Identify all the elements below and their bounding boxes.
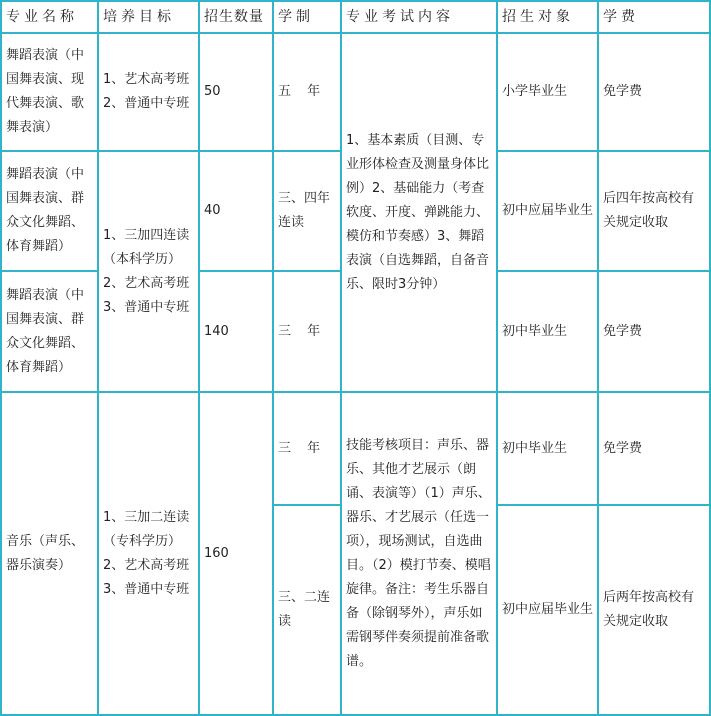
duration-cell: 三、二连读 xyxy=(273,505,341,715)
header-quota: 招生数量 xyxy=(199,1,273,33)
header-row xyxy=(1,1,710,33)
table-row xyxy=(1,33,710,151)
training-goal-cell: 1、三加四连读（本科学历） 2、艺术高考班 3、普通中专班 xyxy=(98,151,199,392)
fee-cell: 免学费 xyxy=(598,392,710,505)
table-row xyxy=(1,392,710,505)
header-major-name: 专业名称 xyxy=(1,1,98,33)
fee-cell: 后两年按高校有关规定收取 xyxy=(598,505,710,715)
target-cell: 初中毕业生 xyxy=(497,392,598,505)
target-cell: 小学毕业生 xyxy=(497,33,598,151)
target-cell: 初中应届毕业生 xyxy=(497,505,598,715)
major-name-cell: 舞蹈表演（中国舞表演、群众文化舞蹈、体育舞蹈） xyxy=(1,151,98,271)
major-name-cell: 音乐（声乐、器乐演奏） xyxy=(1,392,98,715)
exam-content-cell: 1、基本素质（目测、专业形体检查及测量身体比例）2、基础能力（考查软度、开度、弹跳能力、模仿和节奏感）3、舞蹈表演（自选舞蹈，自备音乐、限时3分钟） xyxy=(341,33,497,392)
training-goal-cell: 1、艺术高考班 2、普通中专班 xyxy=(98,33,199,151)
training-goal-cell: 1、三加二连读（专科学历） 2、艺术高考班 3、普通中专班 xyxy=(98,392,199,715)
quota-cell: 40 xyxy=(199,151,273,271)
duration-cell: 三、四年连读 xyxy=(273,151,341,271)
header-fee: 学费 xyxy=(598,1,710,33)
quota-cell: 160 xyxy=(199,392,273,715)
fee-cell: 后四年按高校有关规定收取 xyxy=(598,151,710,271)
quota-cell: 50 xyxy=(199,33,273,151)
duration-cell: 五 年 xyxy=(273,33,341,151)
major-name-cell: 舞蹈表演（中国舞表演、群众文化舞蹈、体育舞蹈） xyxy=(1,271,98,392)
header-target: 招生对象 xyxy=(497,1,598,33)
header-duration: 学制 xyxy=(273,1,341,33)
header-training-goal: 培养目标 xyxy=(98,1,199,33)
duration-cell: 三 年 xyxy=(273,392,341,505)
header-exam-content: 专业考试内容 xyxy=(341,1,497,33)
fee-cell: 免学费 xyxy=(598,33,710,151)
exam-content-cell: 技能考核项目：声乐、器乐、其他才艺展示（朗诵、表演等）（1）声乐、器乐、才艺展示（任选一项），现场测试，自选曲目。（2）模打节奏、模唱旋律。备注：考生乐器自备（除钢琴外），声乐如需钢琴伴奏须提前准备歌谱。 xyxy=(341,392,497,715)
fee-cell: 免学费 xyxy=(598,271,710,392)
major-name-cell: 舞蹈表演（中国舞表演、现代舞表演、歌舞表演） xyxy=(1,33,98,151)
target-cell: 初中毕业生 xyxy=(497,271,598,392)
quota-cell: 140 xyxy=(199,271,273,392)
duration-cell: 三 年 xyxy=(273,271,341,392)
target-cell: 初中应届毕业生 xyxy=(497,151,598,271)
